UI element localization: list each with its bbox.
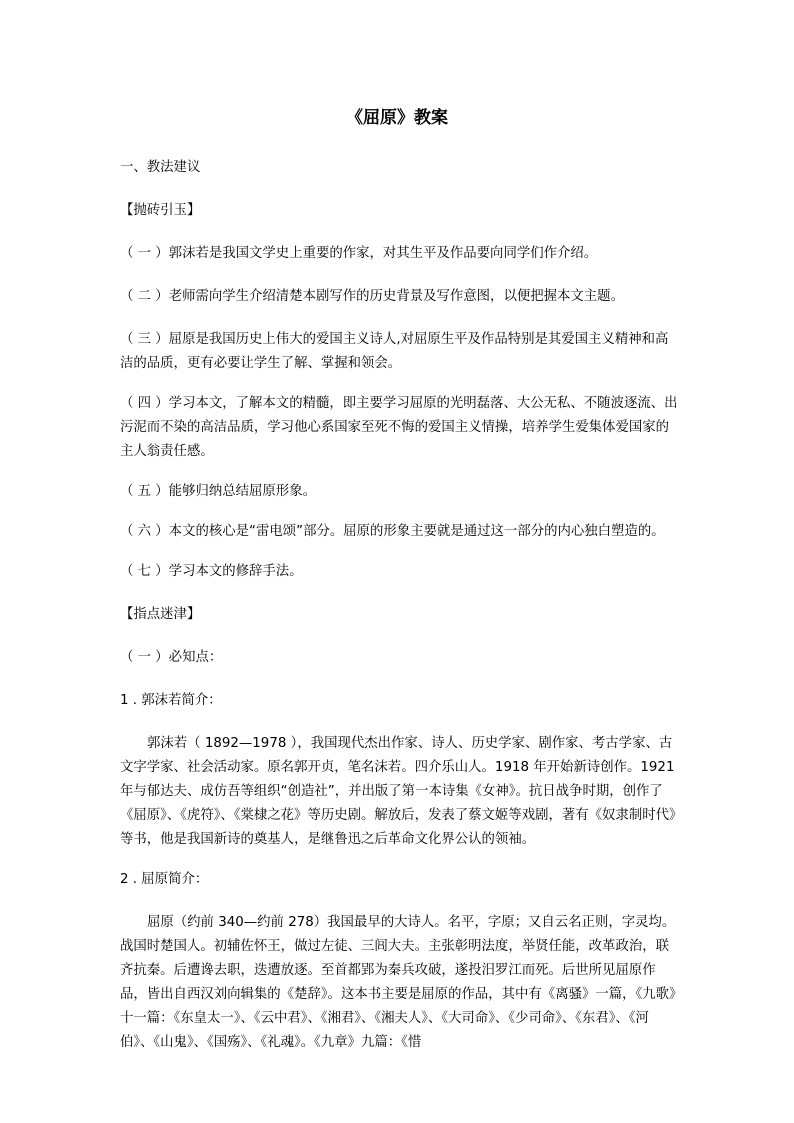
qu-yuan-intro: 屈原（约前 340—约前 278）我国最早的大诗人。名平，字原；又自云名正则，字灵均。战国时楚国人。初辅佐怀王，做过左徒、三闾大夫。主张彰明法度，举贤任能，改革政治，联齐抗秦。后遭谗去职，迭遭放逐。至首都郢为秦兵攻破，遂投汨罗江而死。后世所见屈原作品，皆出自西汉刘向辑集的《楚辞》。这本书主要是屈原的作品，其中有《离骚》一篇，《九歌》十一篇：《东皇太一》、《云中君》、《湘君》、《湘夫人》、《大司命》、《少司命》、《东君》、《河伯》、《山鬼》、《国殇》、《礼魂》。《九章》九篇：《惜 bbox=[120, 915, 676, 1050]
qu-yuan-heading: 2 . 屈原简介： bbox=[120, 872, 209, 887]
document-body bbox=[120, 156, 680, 1055]
suggestion-2: （ 二 ）老师需向学生介绍清楚本剧写作的历史背景及写作意图，以便把握本文主题。 bbox=[120, 289, 624, 304]
suggestion-3: （ 三 ）屈原是我国历史上伟大的爱国主义诗人,对屈原生平及作品特别是其爱国主义精神和高洁的品质，更有必要让学生了解、掌握和领会。 bbox=[120, 332, 669, 371]
guo-moruo-heading: 1 . 郭沫若简介： bbox=[120, 693, 222, 708]
subheading-guidance: 【指点迷津】 bbox=[120, 607, 201, 622]
guo-moruo-intro: 郭沫若（ 1892—1978 ），我国现代杰出作家、诗人、历史学家、剧作家、考古学家、古文字学家、社会活动家。原名郭开贞，笔名沫若。四介乐山人。1918 年开始新诗创作。1921年与郁达夫、成仿吾等组织“创造社”，并出版了第一本诗集《女神》。抗日战争时期，创作了《屈原》、《虎符》、《棠棣之花》等历史剧。解放后，发表了蔡文姬等戏剧，著有《奴隶制时代》等书，他是我国新诗的奠基人，是继鲁迅之后革命文化界公认的领袖。 bbox=[120, 736, 676, 847]
must-know-heading: （ 一 ）必知点： bbox=[120, 650, 223, 665]
suggestion-1: （ 一 ）郭沫若是我国文学史上重要的作家，对其生平及作品要向同学们作介绍。 bbox=[120, 246, 598, 261]
suggestion-4: （ 四 ）学习本文，了解本文的精髓，即主要学习屈原的光明磊落、大公无私、不随波逐流、出污泥而不染的高洁品质，学习他心系国家至死不悔的爱国主义情操，培养学生爱集体爱国家的主人翁责任感。 bbox=[120, 396, 678, 459]
document-title: 《屈原》教案 bbox=[346, 108, 448, 128]
subheading-inspiration: 【抛砖引玉】 bbox=[120, 203, 201, 218]
section-heading: 一、教法建议 bbox=[120, 160, 201, 175]
suggestion-5: （ 五 ）能够归纳总结屈原形象。 bbox=[120, 484, 316, 499]
suggestion-7: （ 七 ）学习本文的修辞手法。 bbox=[120, 564, 303, 579]
suggestion-6: （ 六 ）本文的核心是“雷电颂”部分。屈原的形象主要就是通过这一部分的内心独白塑造的。 bbox=[120, 524, 665, 539]
